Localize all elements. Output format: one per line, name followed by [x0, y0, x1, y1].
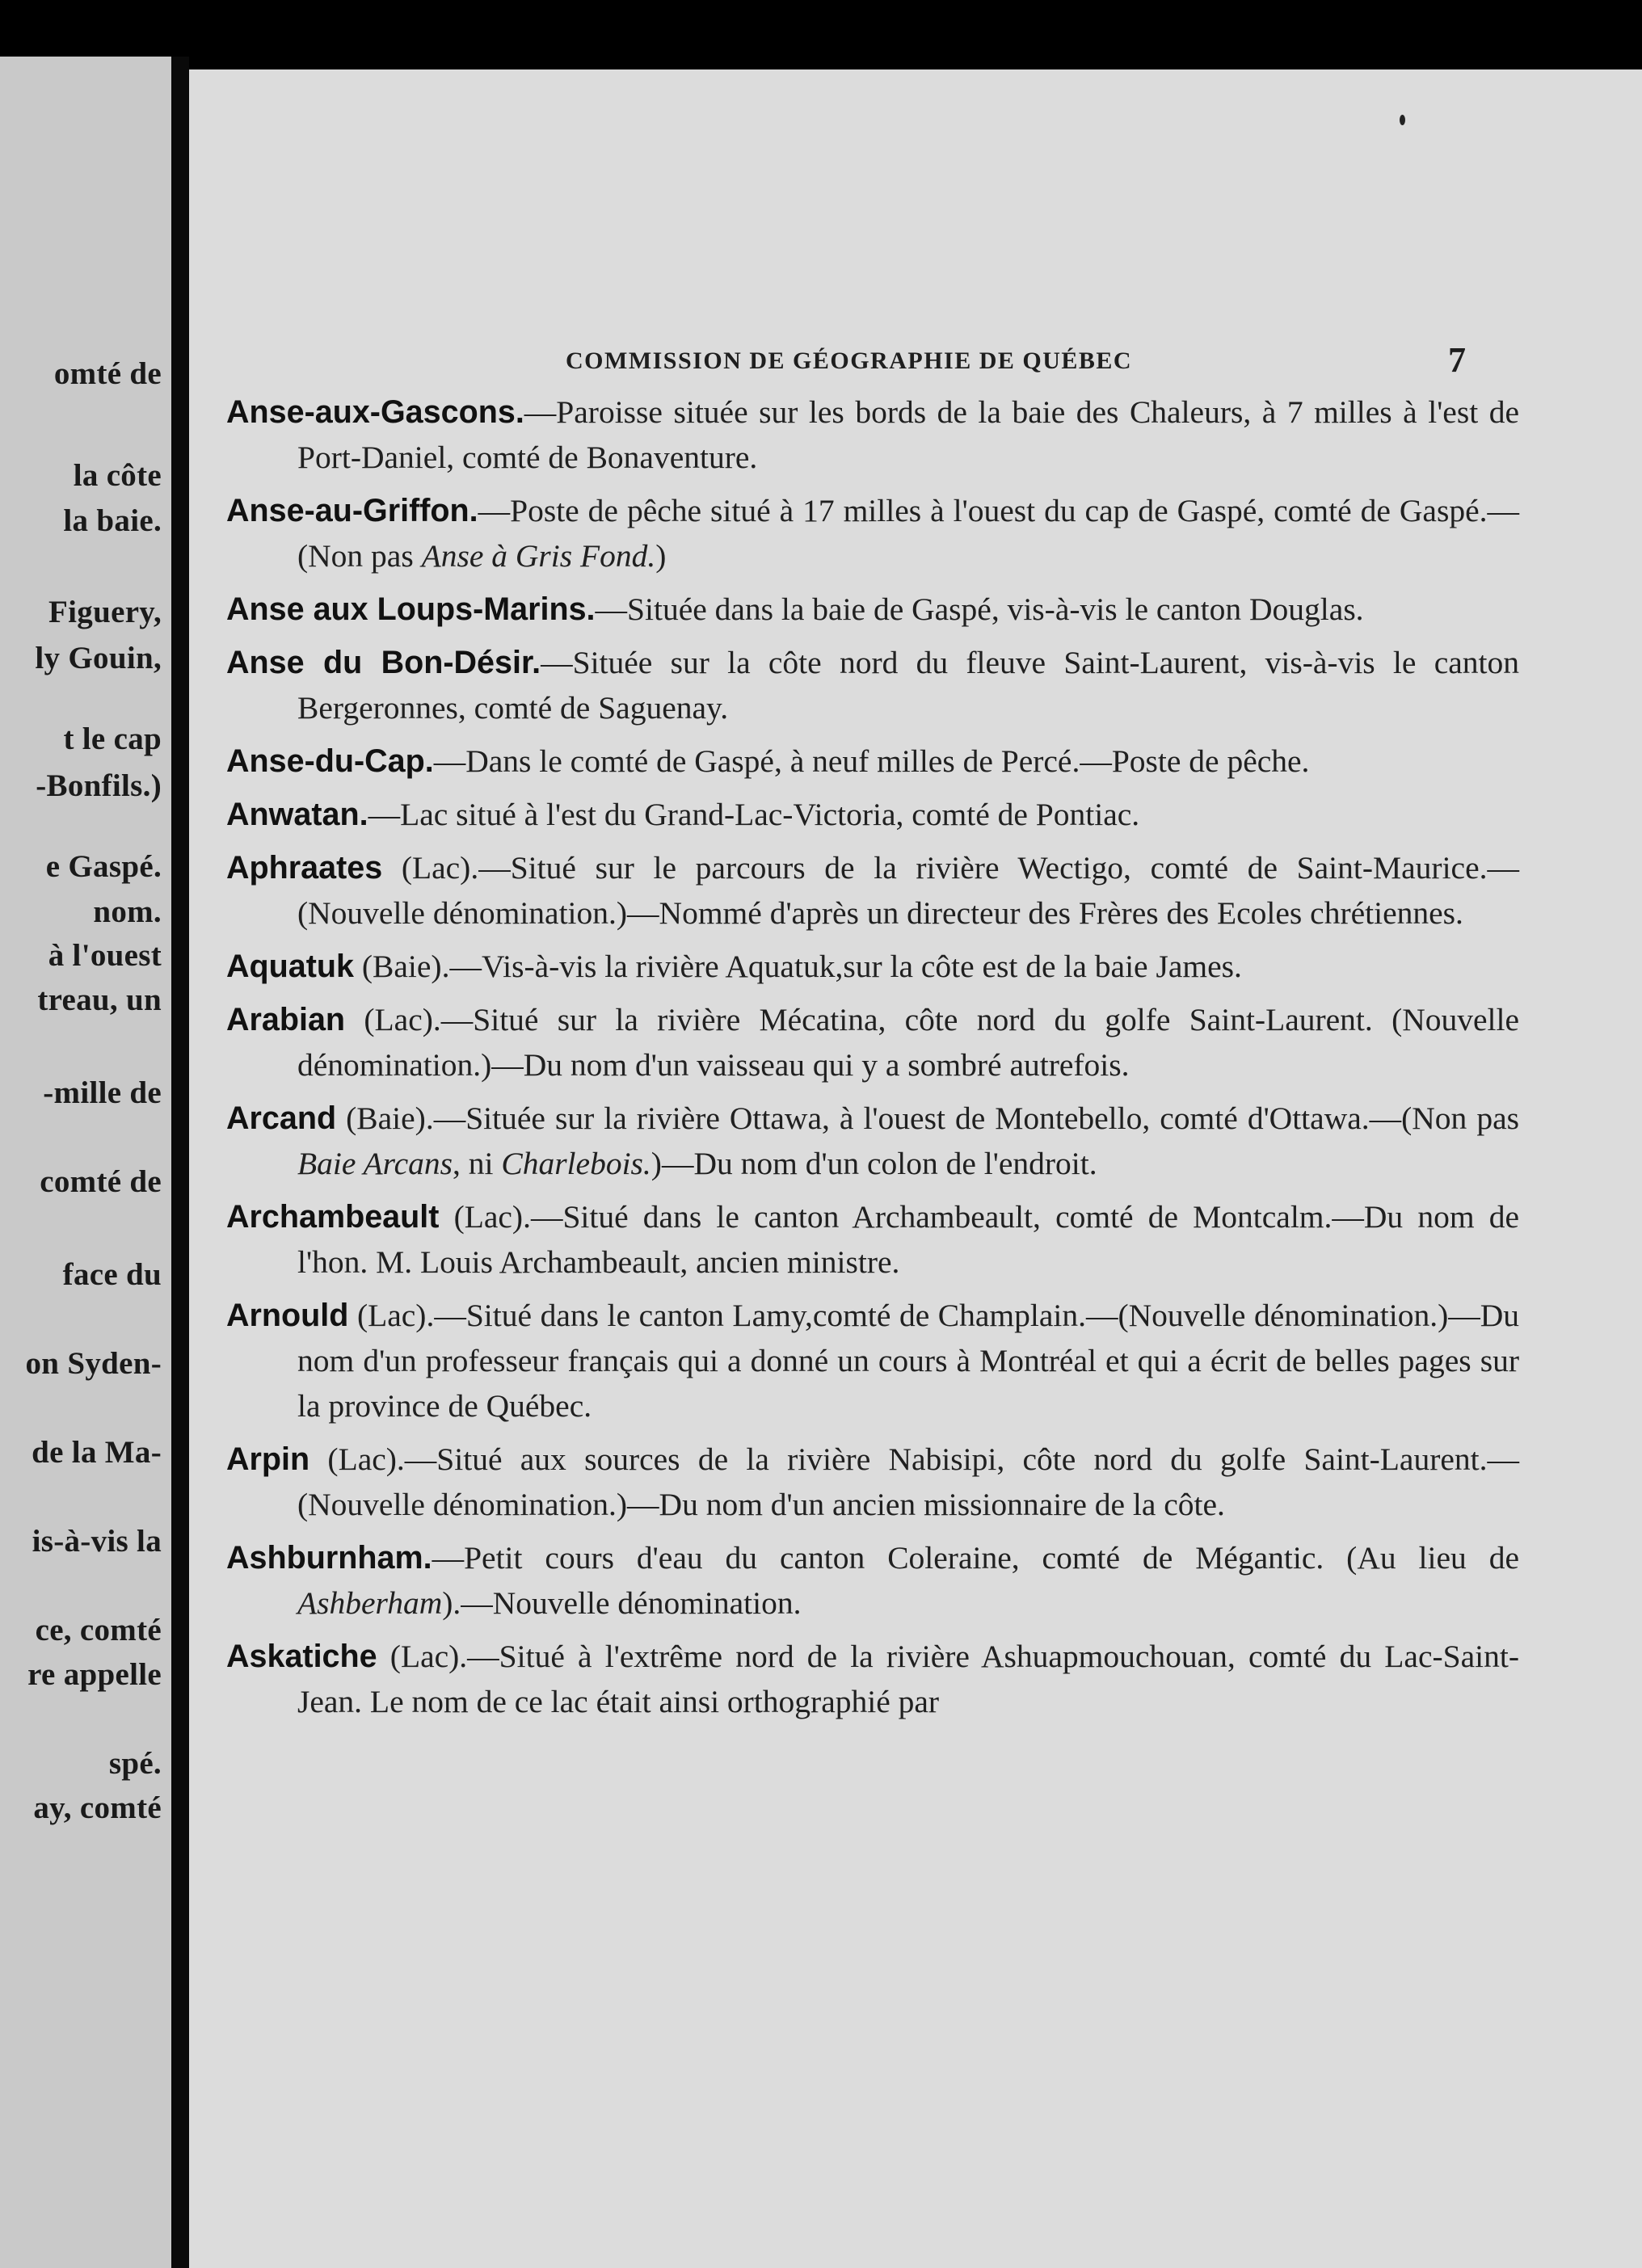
entry-text: —Vis-à-vis la rivière Aquatuk,sur la côte est de la baie James.: [449, 949, 1242, 984]
entry-qualifier: (Lac).: [309, 1441, 405, 1477]
entry-headword: Anse-aux-Gascons.: [226, 394, 524, 430]
running-head: COMMISSION DE GÉOGRAPHIE DE QUÉBEC: [566, 347, 1133, 374]
right-page: [189, 69, 1642, 2268]
entry-italic-text: Anse à Gris Fond.: [421, 538, 656, 574]
book-gutter: [171, 57, 189, 2268]
entry-headword: Askatiche: [226, 1639, 377, 1674]
entry-text: —Paroisse située sur les bords de la baie des Chaleurs, à 7 milles à l'est de Port-Daniel, comté de Bonaventure.: [297, 394, 1519, 475]
entry-headword: Archambeault: [226, 1199, 440, 1235]
gazetteer-entry: [226, 1194, 1519, 1285]
left-page-text-fragment: de la Ma-: [32, 1435, 162, 1470]
entry-text: —Située sur la côte nord du fleuve Saint-Laurent, vis-à-vis le canton Bergeronnes, comté de Saguenay.: [297, 645, 1519, 726]
entry-qualifier: (Lac).: [439, 1199, 531, 1235]
left-page-text-fragment: -Bonfils.): [36, 768, 162, 803]
left-page-text-fragment: la côte: [73, 458, 162, 493]
entry-qualifier: (Baie).: [354, 949, 450, 984]
gazetteer-entry: [226, 587, 1519, 632]
entry-headword: Aquatuk: [226, 949, 354, 984]
entry-headword: Arnould: [226, 1298, 349, 1333]
entry-headword: Anse-du-Cap.: [226, 743, 434, 779]
left-page-text-fragment: -mille de: [43, 1075, 162, 1110]
left-page-text-fragment: ly Gouin,: [35, 641, 162, 675]
gazetteer-entry: [226, 944, 1519, 989]
page-number: 7: [1448, 340, 1466, 380]
left-page-fragment: [0, 57, 171, 2268]
entry-text: —Située sur la rivière Ottawa, à l'ouest de Montebello, comté d'Ottawa.—(Non pas: [433, 1100, 1519, 1136]
left-page-text-fragment: on Syden-: [25, 1346, 162, 1381]
entry-headword: Arpin: [226, 1441, 310, 1477]
entry-headword: Arabian: [226, 1002, 346, 1037]
left-page-text-fragment: is-à-vis la: [32, 1524, 162, 1559]
entry-text: —Lac situé à l'est du Grand-Lac-Victoria, comté de Pontiac.: [368, 797, 1140, 832]
left-page-text-fragment: omté de: [53, 356, 162, 391]
entry-qualifier: (Lac).: [345, 1002, 441, 1037]
entry-text: , ni: [452, 1146, 502, 1181]
left-page-text-fragment: spé.: [108, 1746, 162, 1781]
entry-headword: Anse aux Loups-Marins.: [226, 591, 596, 627]
entry-qualifier: (Baie).: [336, 1100, 434, 1136]
entry-text: —Situé sur le parcours de la rivière Wectigo, comté de Saint-Maurice.—(Nouvelle dénomination.)—Nommé d'après un directeur des Frères des Ecoles chrétiennes.: [297, 850, 1519, 931]
gazetteer-entry: [226, 389, 1519, 480]
entry-text: —Petit cours d'eau du canton Coleraine, comté de Mégantic. (Au lieu de: [432, 1540, 1519, 1576]
entry-headword: Anse-au-Griffon.: [226, 493, 478, 528]
gazetteer-entries: [226, 389, 1519, 1732]
entry-headword: Aphraates: [226, 850, 383, 886]
gazetteer-entry: [226, 792, 1519, 837]
page-header: [189, 330, 1642, 378]
entry-text: —Dans le comté de Gaspé, à neuf milles de Percé.—Poste de pêche.: [433, 743, 1310, 779]
gazetteer-entry: [226, 997, 1519, 1088]
entry-text: —Poste de pêche situé à 17 milles à l'ouest du cap de Gaspé, comté de Gaspé.—(Non pas: [297, 493, 1519, 574]
gazetteer-entry: [226, 1634, 1519, 1724]
entry-italic-text: Ashberham: [297, 1585, 443, 1621]
entry-text: ).—Nouvelle dénomination.: [442, 1585, 802, 1621]
entry-text: —Situé dans le canton Lamy,comté de Champlain.—(Nouvelle dénomination.)—Du nom d'un professeur français qui a donné un cours à Montréal et qui a écrit de belles pages sur la province de Québec.: [297, 1298, 1519, 1424]
left-page-text-fragment: ay, comté: [33, 1790, 162, 1825]
left-page-text-fragment: face du: [62, 1257, 162, 1292]
left-page-text-fragment: t le cap: [63, 722, 162, 756]
entry-headword: Anwatan.: [226, 797, 368, 832]
entry-text: —Situé aux sources de la rivière Nabisipi, côte nord du golfe Saint-Laurent.—(Nouvelle dénomination.)—Du nom d'un ancien missionnaire de la côte.: [297, 1441, 1519, 1522]
entry-qualifier: (Lac).: [382, 850, 479, 886]
entry-headword: Ashburnham.: [226, 1540, 432, 1576]
gazetteer-entry: [226, 845, 1519, 936]
gazetteer-entry: [226, 738, 1519, 784]
left-page-text-fragment: nom.: [93, 894, 162, 929]
gazetteer-entry: [226, 488, 1519, 579]
left-page-text-fragment: re appelle: [27, 1657, 162, 1692]
left-page-text-fragment: e Gaspé.: [45, 849, 162, 884]
entry-headword: Arcand: [226, 1100, 337, 1136]
left-page-text-fragment: comté de: [40, 1164, 162, 1199]
entry-text: )—Du nom d'un colon de l'endroit.: [650, 1146, 1097, 1181]
entry-text: —Située dans la baie de Gaspé, vis-à-vis le canton Douglas.: [595, 591, 1364, 627]
scan-speck: [1400, 115, 1405, 125]
entry-text: ): [655, 538, 667, 574]
left-page-text-fragment: ce, comté: [35, 1613, 162, 1647]
entry-italic-text: Baie Arcans: [297, 1146, 453, 1181]
gazetteer-entry: [226, 1535, 1519, 1626]
entry-qualifier: (Lac).: [348, 1298, 435, 1333]
entry-headword: Anse du Bon-Désir.: [226, 645, 541, 680]
left-page-text-fragment: la baie.: [63, 503, 162, 538]
entry-text: —Situé dans le canton Archambeault, comté de Montcalm.—Du nom de l'hon. M. Louis Archambeault, ancien ministre.: [297, 1199, 1520, 1280]
gazetteer-entry: [226, 1437, 1519, 1527]
entry-text: —Situé sur la rivière Mécatina, côte nord du golfe Saint-Laurent. (Nouvelle dénomination.)—Du nom d'un vaisseau qui y a sombré autrefois.: [297, 1002, 1520, 1083]
left-page-text-fragment: treau, un: [37, 983, 162, 1017]
entry-italic-text: Charlebois.: [501, 1146, 651, 1181]
left-page-text-fragment: Figuery,: [48, 595, 162, 629]
gazetteer-entry: [226, 1096, 1519, 1186]
left-page-text-fragment: à l'ouest: [48, 938, 162, 973]
entry-text: —Situé à l'extrême nord de la rivière Ashuapmouchouan, comté du Lac-Saint-Jean. Le nom de ce lac était ainsi orthographié par: [297, 1639, 1519, 1719]
gazetteer-entry: [226, 640, 1519, 730]
gazetteer-entry: [226, 1293, 1519, 1429]
entry-qualifier: (Lac).: [377, 1639, 468, 1674]
